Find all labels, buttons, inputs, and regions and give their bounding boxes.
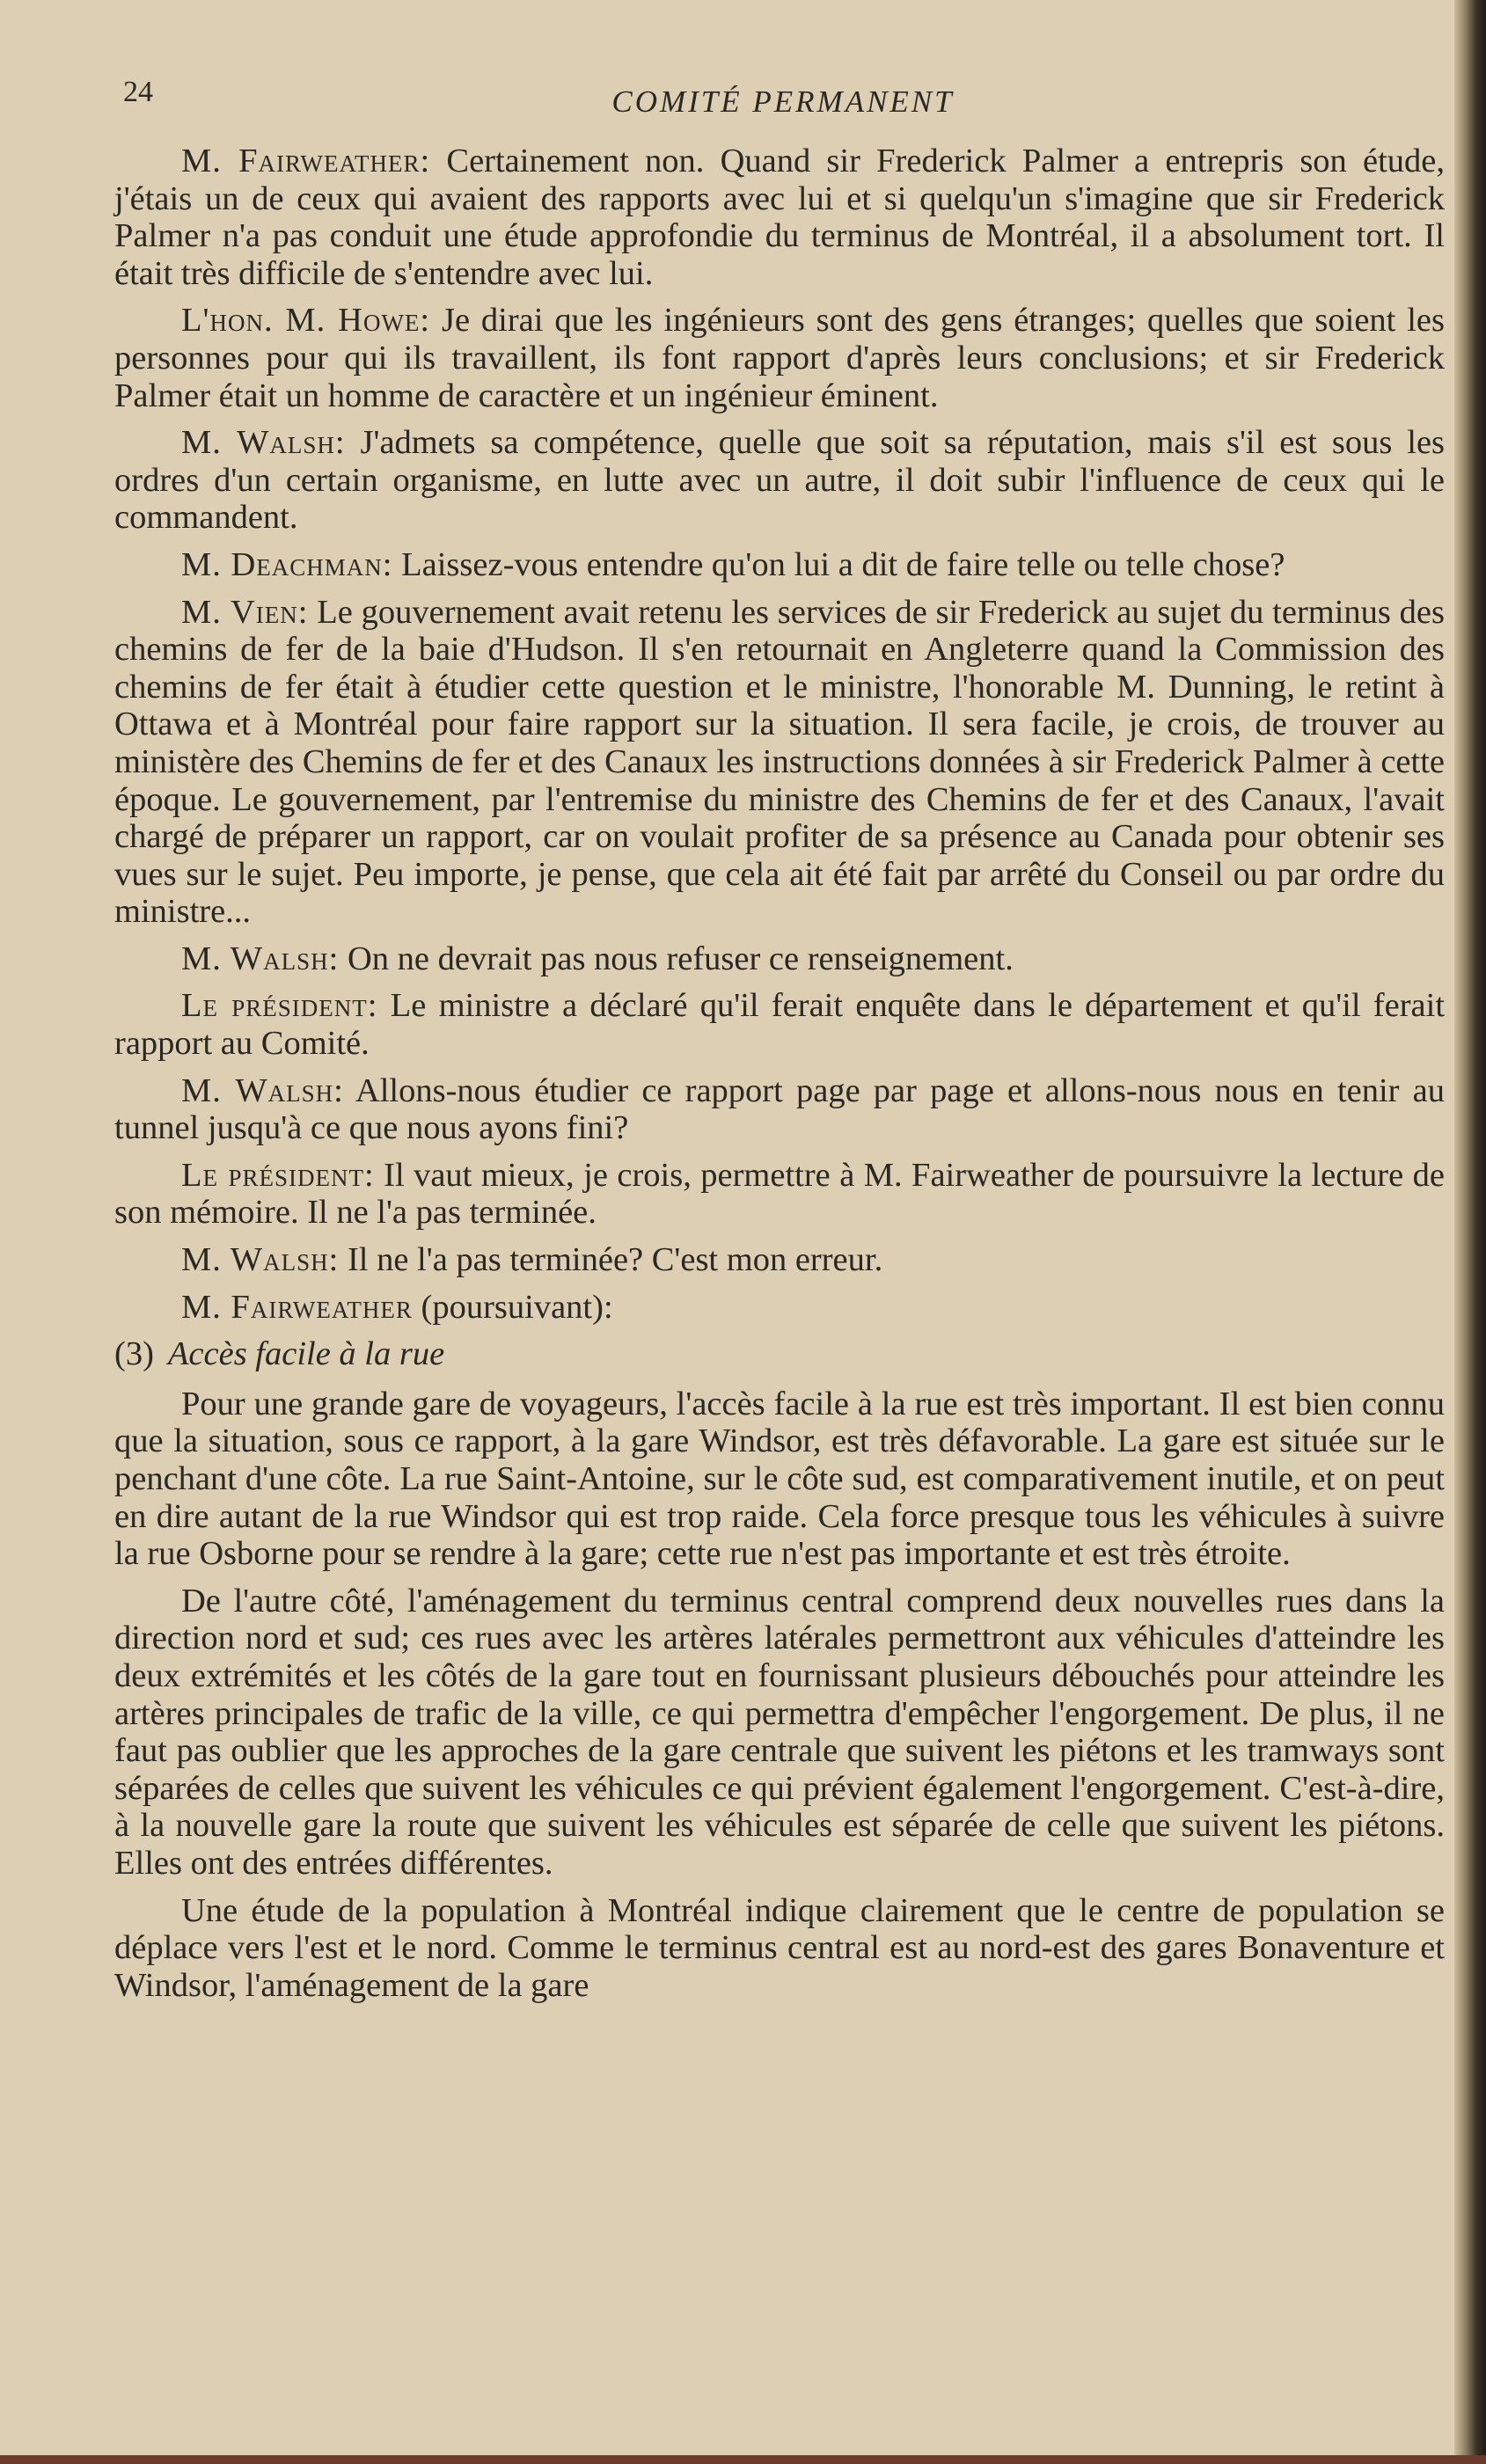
paragraph-text: Certainement non. Quand sir Frederick Palmer a entrepris son étude, j'étais un de ceux qui avaient des rapports avec lui et si quelqu'un s'imagine que sir Frederick Palmer n'a pas conduit une étude approfondie du terminus de Montréal, il a absolument tort. Il était très difficile de s'entendre avec lui. (114, 143, 1446, 292)
section-heading (114, 1335, 1445, 1373)
paragraph-text: Le gouvernement avait retenu les services de sir Frederick au sujet du terminus des chemins de fer de la baie d'Hudson. Il s'en retournait en Angleterre quand la Commission des chemins de fer était à étudier cette question et le ministre, l'honorable M. Dunning, le retint à Ottawa et à Montréal pour faire rapport sur la situation. Il sera facile, je crois, de trouver au ministère des Chemins de fer et des Canaux les instructions données à sir Frederick Palmer à cette époque. Le gouvernement, par l'entremise du ministre des Chemins de fer et des Canaux, l'avait chargé de préparer un rapport, car on voulait profiter de sa présence au Canada pour obtenir ses vues sur le sujet. Peu importe, je pense, que cela ait été fait par arrêté du Conseil ou par ordre du ministre... (114, 593, 1445, 931)
paragraph-text: Une étude de la population à Montréal indique clairement que le centre de population se déplace vers l'est et le nord. Comme le terminus central est au nord-est des gares Bonaventure et Windsor, l'aménagement de la gare (114, 1891, 1445, 2004)
paragraph (114, 143, 1445, 292)
speaker-name: M. Vien: (181, 593, 309, 631)
paragraph (114, 546, 1445, 584)
paragraph-text: Allons-nous étudier ce rapport page par page et allons-nous nous en tenir au tunnel jusqu'à ce que nous ayons fini? (114, 1071, 1445, 1147)
speaker-name: M. Fairweather (181, 1288, 413, 1326)
section-number: (3) (114, 1335, 154, 1373)
paragraph-text: Il vaut mieux, je crois, permettre à M. Fairweather de poursuivre la lecture de son mémoire. Il ne l'a pas terminée. (114, 1156, 1445, 1232)
paragraph (114, 1072, 1445, 1147)
speaker-name: M. Walsh: (181, 424, 346, 462)
paragraph-text: Pour une grande gare de voyageurs, l'accès facile à la rue est très important. Il est bien connu que la situation, sous ce rapport, à la gare Windsor, est très défavorable. La gare est située sur le penchant d'une côte. La rue Saint-Antoine, sur le côte sud, est comparativement inutile, et on peut en dire autant de la rue Windsor qui est trop raide. Cela force presque tous les véhicules à suivre la rue Osborne pour se rendre à la gare; cette rue n'est pas importante et est très étroite. (114, 1385, 1445, 1573)
paragraph-text: Je dirai que les ingénieurs sont des gens étranges; quelles que soient les personnes pour qui ils travaillent, ils font rapport d'après leurs conclusions; et sir Frederick Palmer était un homme de caractère et un ingénieur éminent. (114, 302, 1445, 414)
page-number: 24 (123, 76, 153, 108)
paragraph-text: De l'autre côté, l'aménagement du terminus central comprend deux nouvelles rues dans la direction nord et sud; ces rues avec les artères latérales permettront aux véhicules d'atteindre les deux extrémités et les côtés de la gare tout en fournissant plusieurs débouchés pour atteindre les artères principales de trafic de la ville, ce qui permettra d'empêcher l'engorgement. De plus, il ne faut pas oublier que les approches de la gare centrale que suivent les piétons et les tramways sont séparées de celles que suivent les véhicules ce qui prévient également l'engorgement. C'est-à-dire, à la nouvelle gare la route que suivent les véhicules est séparée de celle que suivent les piétons. Elles ont des entrées différentes. (114, 1582, 1445, 1882)
paragraph (114, 1583, 1445, 1883)
paragraph-text: Laissez-vous entendre qu'on lui a dit de faire telle ou telle chose? (401, 545, 1285, 583)
paragraph (114, 424, 1445, 537)
speaker-name: M. Walsh: (181, 1071, 344, 1109)
paragraph-text: On ne devrait pas nous refuser ce renseignement. (347, 940, 1014, 977)
speaker-name: Le président: (181, 1156, 375, 1194)
body-text (114, 143, 1445, 2014)
running-title: COMITÉ PERMANENT (611, 84, 955, 119)
paragraph-text: J'admets sa compétence, quelle que soit sa réputation, mais s'il est sous les ordres d'un certain organisme, en lutte avec un autre, il doit subir l'influence de ceux qui le commandent. (114, 424, 1446, 537)
paragraph (114, 1157, 1445, 1232)
section-title: Accès facile à la rue (167, 1335, 445, 1373)
speaker-name: M. Walsh: (181, 1241, 340, 1279)
paragraph-text: Il ne l'a pas terminée? C'est mon erreur. (347, 1241, 883, 1279)
page-bottom-edge (0, 2455, 1486, 2464)
paragraph (114, 1386, 1445, 1573)
speaker-name: Le président: (181, 987, 378, 1025)
speaker-name: M. Walsh: (181, 940, 340, 977)
page-header (123, 76, 1443, 128)
book-spine-shadow (1454, 0, 1486, 2464)
speaker-name: L'hon. M. Howe: (181, 302, 431, 340)
paragraph (114, 987, 1445, 1062)
speaker-name: M. Fairweather: (181, 143, 431, 179)
paragraph (114, 1289, 1445, 1327)
paragraph (114, 1241, 1445, 1279)
paragraph-text: Le ministre a déclaré qu'il ferait enquête dans le département et qu'il ferait rapport au Comité. (114, 987, 1446, 1063)
paragraph (114, 1892, 1445, 2005)
paragraph (114, 302, 1445, 414)
paragraph (114, 940, 1445, 978)
paragraph (114, 594, 1445, 931)
speaker-name: M. Deachman: (181, 545, 393, 583)
paragraph-text: (poursuivant): (421, 1288, 613, 1326)
